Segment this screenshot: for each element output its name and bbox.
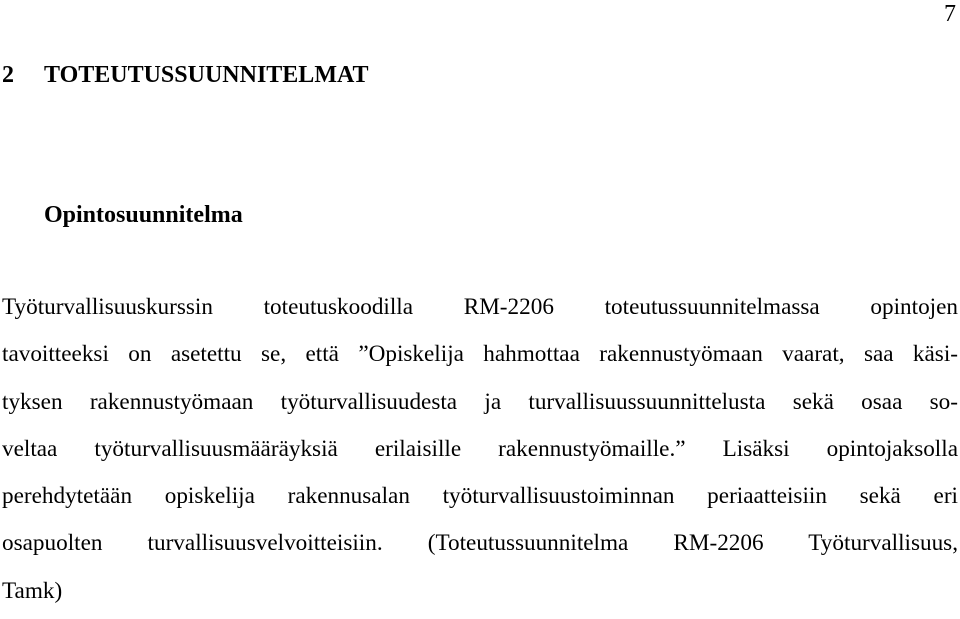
- body-paragraph: [2, 288, 958, 619]
- chapter-number: 2: [2, 62, 14, 88]
- chapter-title: TOTEUTUSSUUNNITELMAT: [44, 62, 369, 88]
- paragraph-line: tavoitteeksi on asetettu se, että ”Opiskelija hahmottaa rakennustyömaan vaarat, saa käsi-: [2, 341, 958, 368]
- paragraph-line: Tamk): [2, 577, 63, 604]
- paragraph-line: Työturvallisuuskurssin toteutuskoodilla RM-2206 toteutussuunnitelmassa opintojen: [2, 294, 958, 320]
- section-heading: Opintosuunnitelma: [44, 202, 243, 228]
- page-number: 7: [944, 1, 956, 27]
- chapter-heading: [2, 58, 369, 92]
- paragraph-line: veltaa työturvallisuusmääräyksiä erilaisille rakennustyömaille.” Lisäksi opintojaksolla: [2, 435, 958, 462]
- paragraph-line: tyksen rakennustyömaan työturvallisuudesta ja turvallisuussuunnittelusta sekä osaa so-: [2, 388, 958, 415]
- paragraph-line: osapuolten turvallisuusvelvoitteisiin. (Toteutussuunnitelma RM-2206 Työturvallisuus,: [2, 530, 958, 557]
- paragraph-line: perehdytetään opiskelija rakennusalan työturvallisuustoiminnan periaatteisiin sekä eri: [2, 483, 958, 510]
